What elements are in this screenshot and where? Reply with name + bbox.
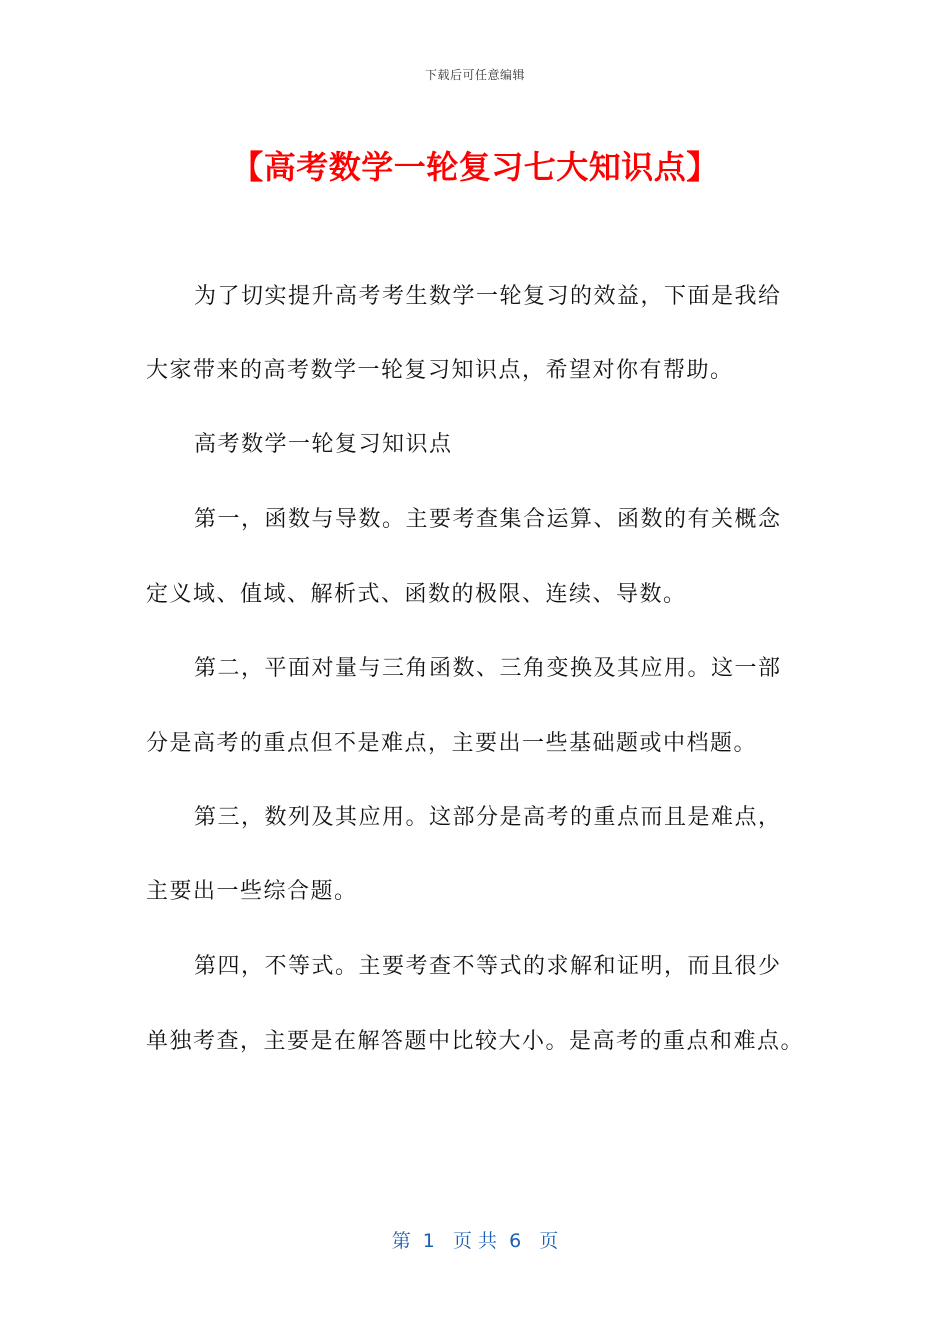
paragraph-line: 分是高考的重点但不是难点，主要出一些基础题或中档题。 (146, 731, 758, 756)
paragraph-line: 主要出一些综合题。 (146, 879, 358, 904)
paragraph-line: 为了切实提升高考考生数学一轮复习的效益，下面是我给 (194, 284, 782, 309)
section-heading: 高考数学一轮复习知识点 (194, 432, 453, 457)
paragraph-line: 第四，不等式。主要考查不等式的求解和证明，而且很少 (194, 954, 782, 979)
paragraph-line: 单独考查，主要是在解答题中比较大小。是高考的重点和难点。 (146, 1029, 805, 1054)
page-number-footer: 第 1 页 共 6 页 (391, 1230, 559, 1252)
document-title: 【高考数学一轮复习七大知识点】 (231, 148, 719, 186)
paragraph-line: 定义域、值域、解析式、函数的极限、连续、导数。 (146, 582, 687, 607)
paragraph-line: 大家带来的高考数学一轮复习知识点，希望对你有帮助。 (146, 358, 734, 383)
paragraph-line: 第三，数列及其应用。这部分是高考的重点而且是难点， (194, 805, 782, 830)
paragraph-line: 第一，函数与导数。主要考查集合运算、函数的有关概念 (194, 507, 782, 532)
header-note: 下载后可任意编辑 (424, 68, 525, 82)
paragraph-line: 第二，平面对量与三角函数、三角变换及其应用。这一部 (194, 656, 782, 681)
